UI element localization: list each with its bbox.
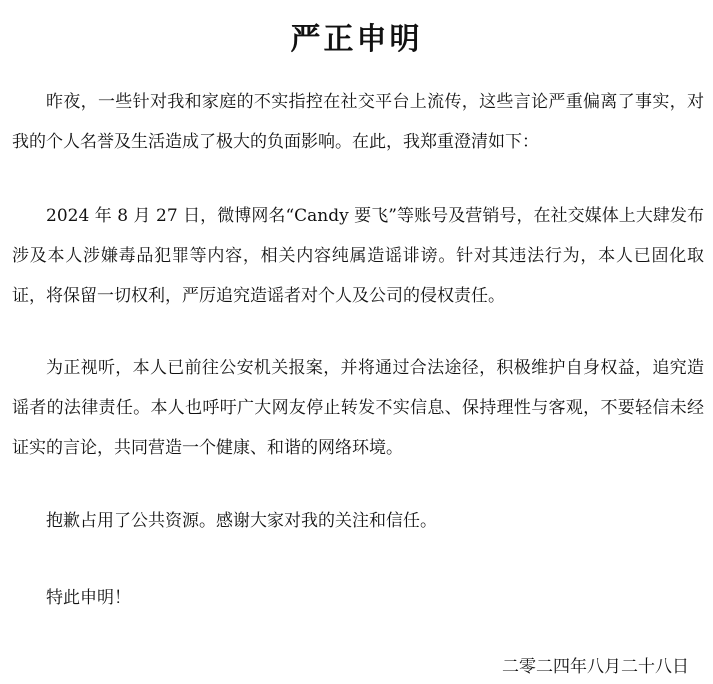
paragraph-closing: 特此申明！ [46,588,131,608]
paragraph-incident: 2024 年 8 月 27 日，微博网名“Candy 要飞”等账号及营销号，在社交媒体上大肆发布涉及本人涉嫌毒品犯罪等内容，相关内容纯属造谣诽谤。针对其违法行为，本人已固化取证，将保留一切权利，严厉追究造谣者对个人及公司的侵权责任。 [12,206,704,306]
paragraph-intro: 昨夜，一些针对我和家庭的不实指控在社交平台上流传，这些言论严重偏离了事实，对我的个人名誉及生活造成了极大的负面影响。在此，我郑重澄清如下： [12,92,704,152]
statement-date: 二零二四年八月二十八日 [502,657,689,677]
paragraph-apology: 抱歉占用了公共资源。感谢大家对我的关注和信任。 [46,511,437,531]
paragraph-action: 为正视听，本人已前往公安机关报案，并将通过合法途径，积极维护自身权益，追究造谣者的法律责任。本人也呼吁广大网友停止转发不实信息、保持理性与客观，不要轻信未经证实的言论，共同营造一个健康、和谐的网络环境。 [12,358,704,458]
statement-title: 严正申明 [290,22,423,58]
